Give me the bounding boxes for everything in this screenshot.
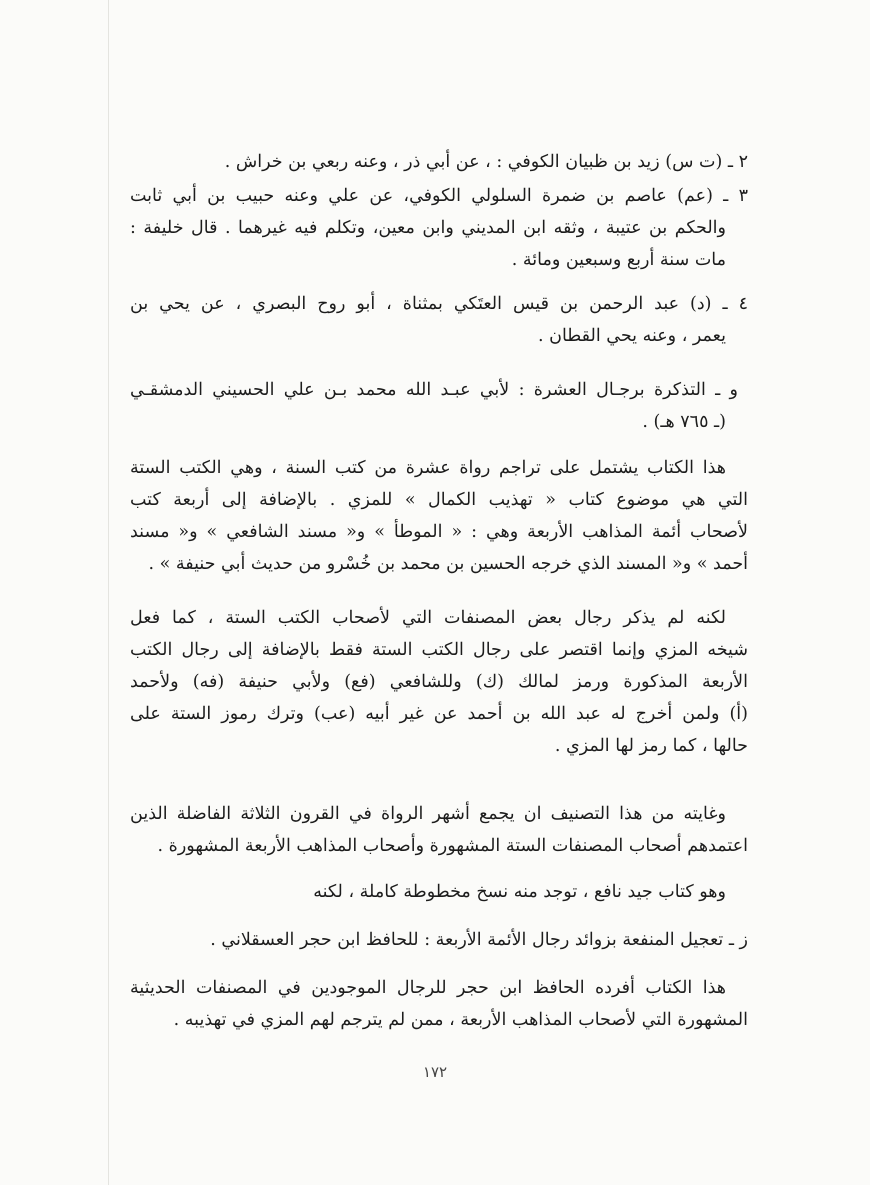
text-line: التي هي موضوع كتاب « تهذيب الكمال » للمزي . بالإضافة إلى أربعة كتب bbox=[130, 490, 748, 510]
text-line: هذا الكتاب أفرده الحافظ ابن حجر للرجال الموجودين في المصنفات الحديثية bbox=[130, 978, 726, 998]
entry-3 bbox=[130, 180, 748, 276]
text-line: ٢ ـ (ت س) زيد بن ظبيان الكوفي : ، عن أبي ذر ، وعنه ربعي بن خراش . bbox=[224, 152, 748, 172]
text-line: ز ـ تعجيل المنفعة بزوائد رجال الأئمة الأربعة : للحافظ ابن حجر العسقلاني . bbox=[210, 930, 748, 950]
text-line: الأربعة المذكورة ورمز لمالك (ك) وللشافعي (فع) ولأبي حنيفة (فه) ولأحمد bbox=[130, 672, 748, 692]
paragraph-2 bbox=[130, 602, 748, 762]
paragraph-5 bbox=[130, 972, 748, 1036]
text-line: حالها ، كما رمز لها المزي . bbox=[554, 736, 748, 756]
text-line: أحمد » و« المسند الذي خرجه الحسين بن محمد بن خُسْرو من حديث أبي حنيفة » . bbox=[148, 554, 748, 574]
page-fold-line bbox=[108, 0, 109, 1185]
text-line: والحكم بن عتيبة ، وثقه ابن المديني وابن معين، وتكلم فيه غيرهما . قال خليفة : bbox=[130, 218, 726, 238]
text-line: ٤ ـ (د) عبد الرحمن بن قيس العتَكي بمثناة ، أبو روح البصري ، عن يحي بن bbox=[130, 294, 748, 314]
text-line: مات سنة أربع وسبعين ومائة . bbox=[511, 250, 726, 270]
paragraph-1 bbox=[130, 452, 748, 580]
section-waw-heading bbox=[130, 374, 748, 438]
paragraph-3 bbox=[130, 798, 748, 862]
text-line: ٣ ـ (عم) عاصم بن ضمرة السلولي الكوفي، عن علي وعنه حبيب بن أبي ثابت bbox=[130, 186, 748, 206]
text-line: المشهورة التي لأصحاب المذاهب الأربعة ، ممن لم يترجم لهم المزي في تهذيبه . bbox=[173, 1010, 748, 1030]
section-zay-heading bbox=[130, 924, 748, 956]
text-line: وغايته من هذا التصنيف ان يجمع أشهر الرواة في القرون الثلاثة الفاضلة الذين bbox=[130, 804, 726, 824]
page-number: ١٧٢ bbox=[422, 1063, 448, 1081]
text-line: و ـ التذكرة برجـال العشرة : لأبي عبـد الله محمد بـن علي الحسيني الدمشقـي bbox=[130, 380, 738, 400]
text-line: وهو كتاب جيد نافع ، توجد منه نسخ مخطوطة كاملة ، لكنه bbox=[313, 882, 726, 902]
text-line: لأصحاب أئمة المذاهب الأربعة وهي : « الموطأ » و« مسند الشافعي » و« مسند bbox=[130, 522, 748, 542]
text-line: شيخه المزي وإنما اقتصر على رجال الكتب الستة فقط بالإضافة إلى رجال الكتب bbox=[130, 640, 748, 660]
paragraph-4 bbox=[130, 876, 748, 908]
entry-2 bbox=[130, 146, 748, 178]
text-line: يعمر ، وعنه يحي القطان . bbox=[537, 326, 726, 346]
text-line: (ـ ٧٦٥ هـ) . bbox=[642, 412, 726, 432]
text-line: اعتمدهم أصحاب المصنفات الستة المشهورة وأصحاب المذاهب الأربعة المشهورة . bbox=[157, 836, 748, 856]
text-line: (أ) ولمن أخرج له عبد الله بن أحمد عن غير أبيه (عب) وترك رموز الستة على bbox=[130, 704, 748, 724]
entry-4 bbox=[130, 288, 748, 352]
text-line: لكنه لم يذكر رجال بعض المصنفات التي لأصحاب الكتب الستة ، كما فعل bbox=[130, 608, 726, 628]
text-line: هذا الكتاب يشتمل على تراجم رواة عشرة من كتب السنة ، وهي الكتب الستة bbox=[130, 458, 726, 478]
